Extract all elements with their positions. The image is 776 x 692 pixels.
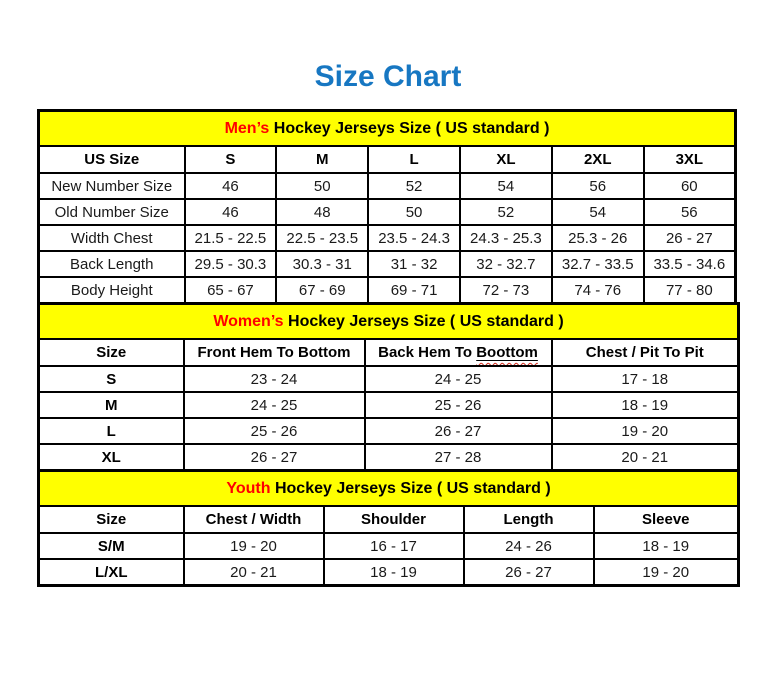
size-value-cell: 77 - 80: [644, 277, 736, 304]
table-row: [39, 199, 736, 225]
size-value-cell: 24.3 - 25.3: [460, 225, 552, 251]
row-label: M: [39, 392, 184, 418]
row-label: S/M: [39, 533, 184, 559]
mens-title-highlight: Men’s: [224, 119, 270, 137]
youth-size-table: [37, 469, 740, 587]
size-value-cell: 60: [644, 173, 736, 199]
size-value-cell: 19 - 20: [594, 559, 739, 586]
size-value-cell: 26 - 27: [464, 559, 594, 586]
table-row: [39, 251, 736, 277]
size-value-cell: 67 - 69: [276, 277, 368, 304]
size-value-cell: 17 - 18: [552, 366, 739, 392]
size-value-cell: 52: [460, 199, 552, 225]
mens-col-header: M: [276, 146, 368, 173]
size-value-cell: 56: [552, 173, 644, 199]
size-value-cell: 50: [368, 199, 460, 225]
mens-col-header: S: [185, 146, 277, 173]
table-row: [39, 277, 736, 304]
mens-col-header: L: [368, 146, 460, 173]
womens-size-table: [37, 302, 740, 472]
womens-title-highlight: Women’s: [213, 312, 284, 330]
mens-title-rest: Hockey Jerseys Size ( US standard ): [269, 119, 550, 137]
size-value-cell: 26 - 27: [365, 418, 552, 444]
row-label: Old Number Size: [39, 199, 185, 225]
row-label: Back Length: [39, 251, 185, 277]
mens-col-header: 2XL: [552, 146, 644, 173]
size-value-cell: 32.7 - 33.5: [552, 251, 644, 277]
misspelled-word: Boottom: [476, 344, 538, 361]
womens-col-header: Front Hem To Bottom: [184, 339, 365, 366]
youth-col-header: Chest / Width: [184, 506, 324, 533]
size-value-cell: 24 - 25: [365, 366, 552, 392]
mens-col-header: US Size: [39, 146, 185, 173]
womens-column-header-row: [39, 339, 739, 366]
size-value-cell: 56: [644, 199, 736, 225]
page-title: Size Chart: [314, 60, 462, 93]
youth-col-header: Length: [464, 506, 594, 533]
row-label: Body Height: [39, 277, 185, 304]
womens-col-header: Size: [39, 339, 184, 366]
size-value-cell: 21.5 - 22.5: [185, 225, 277, 251]
size-value-cell: 54: [552, 199, 644, 225]
size-value-cell: 18 - 19: [594, 533, 739, 559]
mens-section-title: [39, 111, 736, 147]
mens-column-header-row: [39, 146, 736, 173]
size-value-cell: 50: [276, 173, 368, 199]
size-value-cell: 32 - 32.7: [460, 251, 552, 277]
size-value-cell: 23.5 - 24.3: [368, 225, 460, 251]
size-value-cell: 31 - 32: [368, 251, 460, 277]
mens-col-header: XL: [460, 146, 552, 173]
size-value-cell: 19 - 20: [184, 533, 324, 559]
size-value-cell: 23 - 24: [184, 366, 365, 392]
size-value-cell: 19 - 20: [552, 418, 739, 444]
table-row: [39, 225, 736, 251]
row-label: L/XL: [39, 559, 184, 586]
size-value-cell: 48: [276, 199, 368, 225]
size-value-cell: 29.5 - 30.3: [185, 251, 277, 277]
youth-section-header: [39, 471, 739, 507]
youth-column-header-row: [39, 506, 739, 533]
mens-size-table: [37, 109, 737, 305]
size-value-cell: 22.5 - 23.5: [276, 225, 368, 251]
mens-section-header: [39, 111, 736, 147]
size-value-cell: 24 - 26: [464, 533, 594, 559]
table-row: [39, 173, 736, 199]
size-value-cell: 25.3 - 26: [552, 225, 644, 251]
womens-col-header-back-hem: [365, 339, 552, 366]
womens-section-title: [39, 304, 739, 340]
row-label: XL: [39, 444, 184, 471]
youth-section-title: [39, 471, 739, 507]
table-row: [39, 559, 739, 586]
size-value-cell: 25 - 26: [365, 392, 552, 418]
table-row: [39, 392, 739, 418]
size-value-cell: 65 - 67: [185, 277, 277, 304]
womens-title-rest: Hockey Jerseys Size ( US standard ): [283, 312, 564, 330]
row-label: Width Chest: [39, 225, 185, 251]
size-value-cell: 16 - 17: [324, 533, 464, 559]
youth-col-header: Sleeve: [594, 506, 739, 533]
size-value-cell: 54: [460, 173, 552, 199]
row-label: New Number Size: [39, 173, 185, 199]
size-value-cell: 30.3 - 31: [276, 251, 368, 277]
size-value-cell: 69 - 71: [368, 277, 460, 304]
womens-col-header: Chest / Pit To Pit: [552, 339, 739, 366]
mens-col-header: 3XL: [644, 146, 736, 173]
table-row: [39, 444, 739, 471]
size-value-cell: 25 - 26: [184, 418, 365, 444]
size-value-cell: 46: [185, 173, 277, 199]
size-value-cell: 18 - 19: [324, 559, 464, 586]
womens-section-header: [39, 304, 739, 340]
size-value-cell: 74 - 76: [552, 277, 644, 304]
size-value-cell: 20 - 21: [552, 444, 739, 471]
size-value-cell: 18 - 19: [552, 392, 739, 418]
size-value-cell: 26 - 27: [184, 444, 365, 471]
table-row: [39, 533, 739, 559]
size-value-cell: 72 - 73: [460, 277, 552, 304]
back-hem-prefix: Back Hem To: [378, 344, 477, 361]
size-value-cell: 27 - 28: [365, 444, 552, 471]
row-label: L: [39, 418, 184, 444]
youth-title-highlight: Youth: [226, 479, 271, 497]
size-value-cell: 52: [368, 173, 460, 199]
size-value-cell: 20 - 21: [184, 559, 324, 586]
size-value-cell: 33.5 - 34.6: [644, 251, 736, 277]
youth-title-rest: Hockey Jerseys Size ( US standard ): [270, 479, 551, 497]
size-value-cell: 24 - 25: [184, 392, 365, 418]
misspelled-word-underline: [476, 344, 538, 361]
size-chart: [37, 109, 737, 587]
table-row: [39, 418, 739, 444]
table-row: [39, 366, 739, 392]
row-label: S: [39, 366, 184, 392]
size-value-cell: 46: [185, 199, 277, 225]
youth-col-header: Shoulder: [324, 506, 464, 533]
size-value-cell: 26 - 27: [644, 225, 736, 251]
youth-col-header: Size: [39, 506, 184, 533]
